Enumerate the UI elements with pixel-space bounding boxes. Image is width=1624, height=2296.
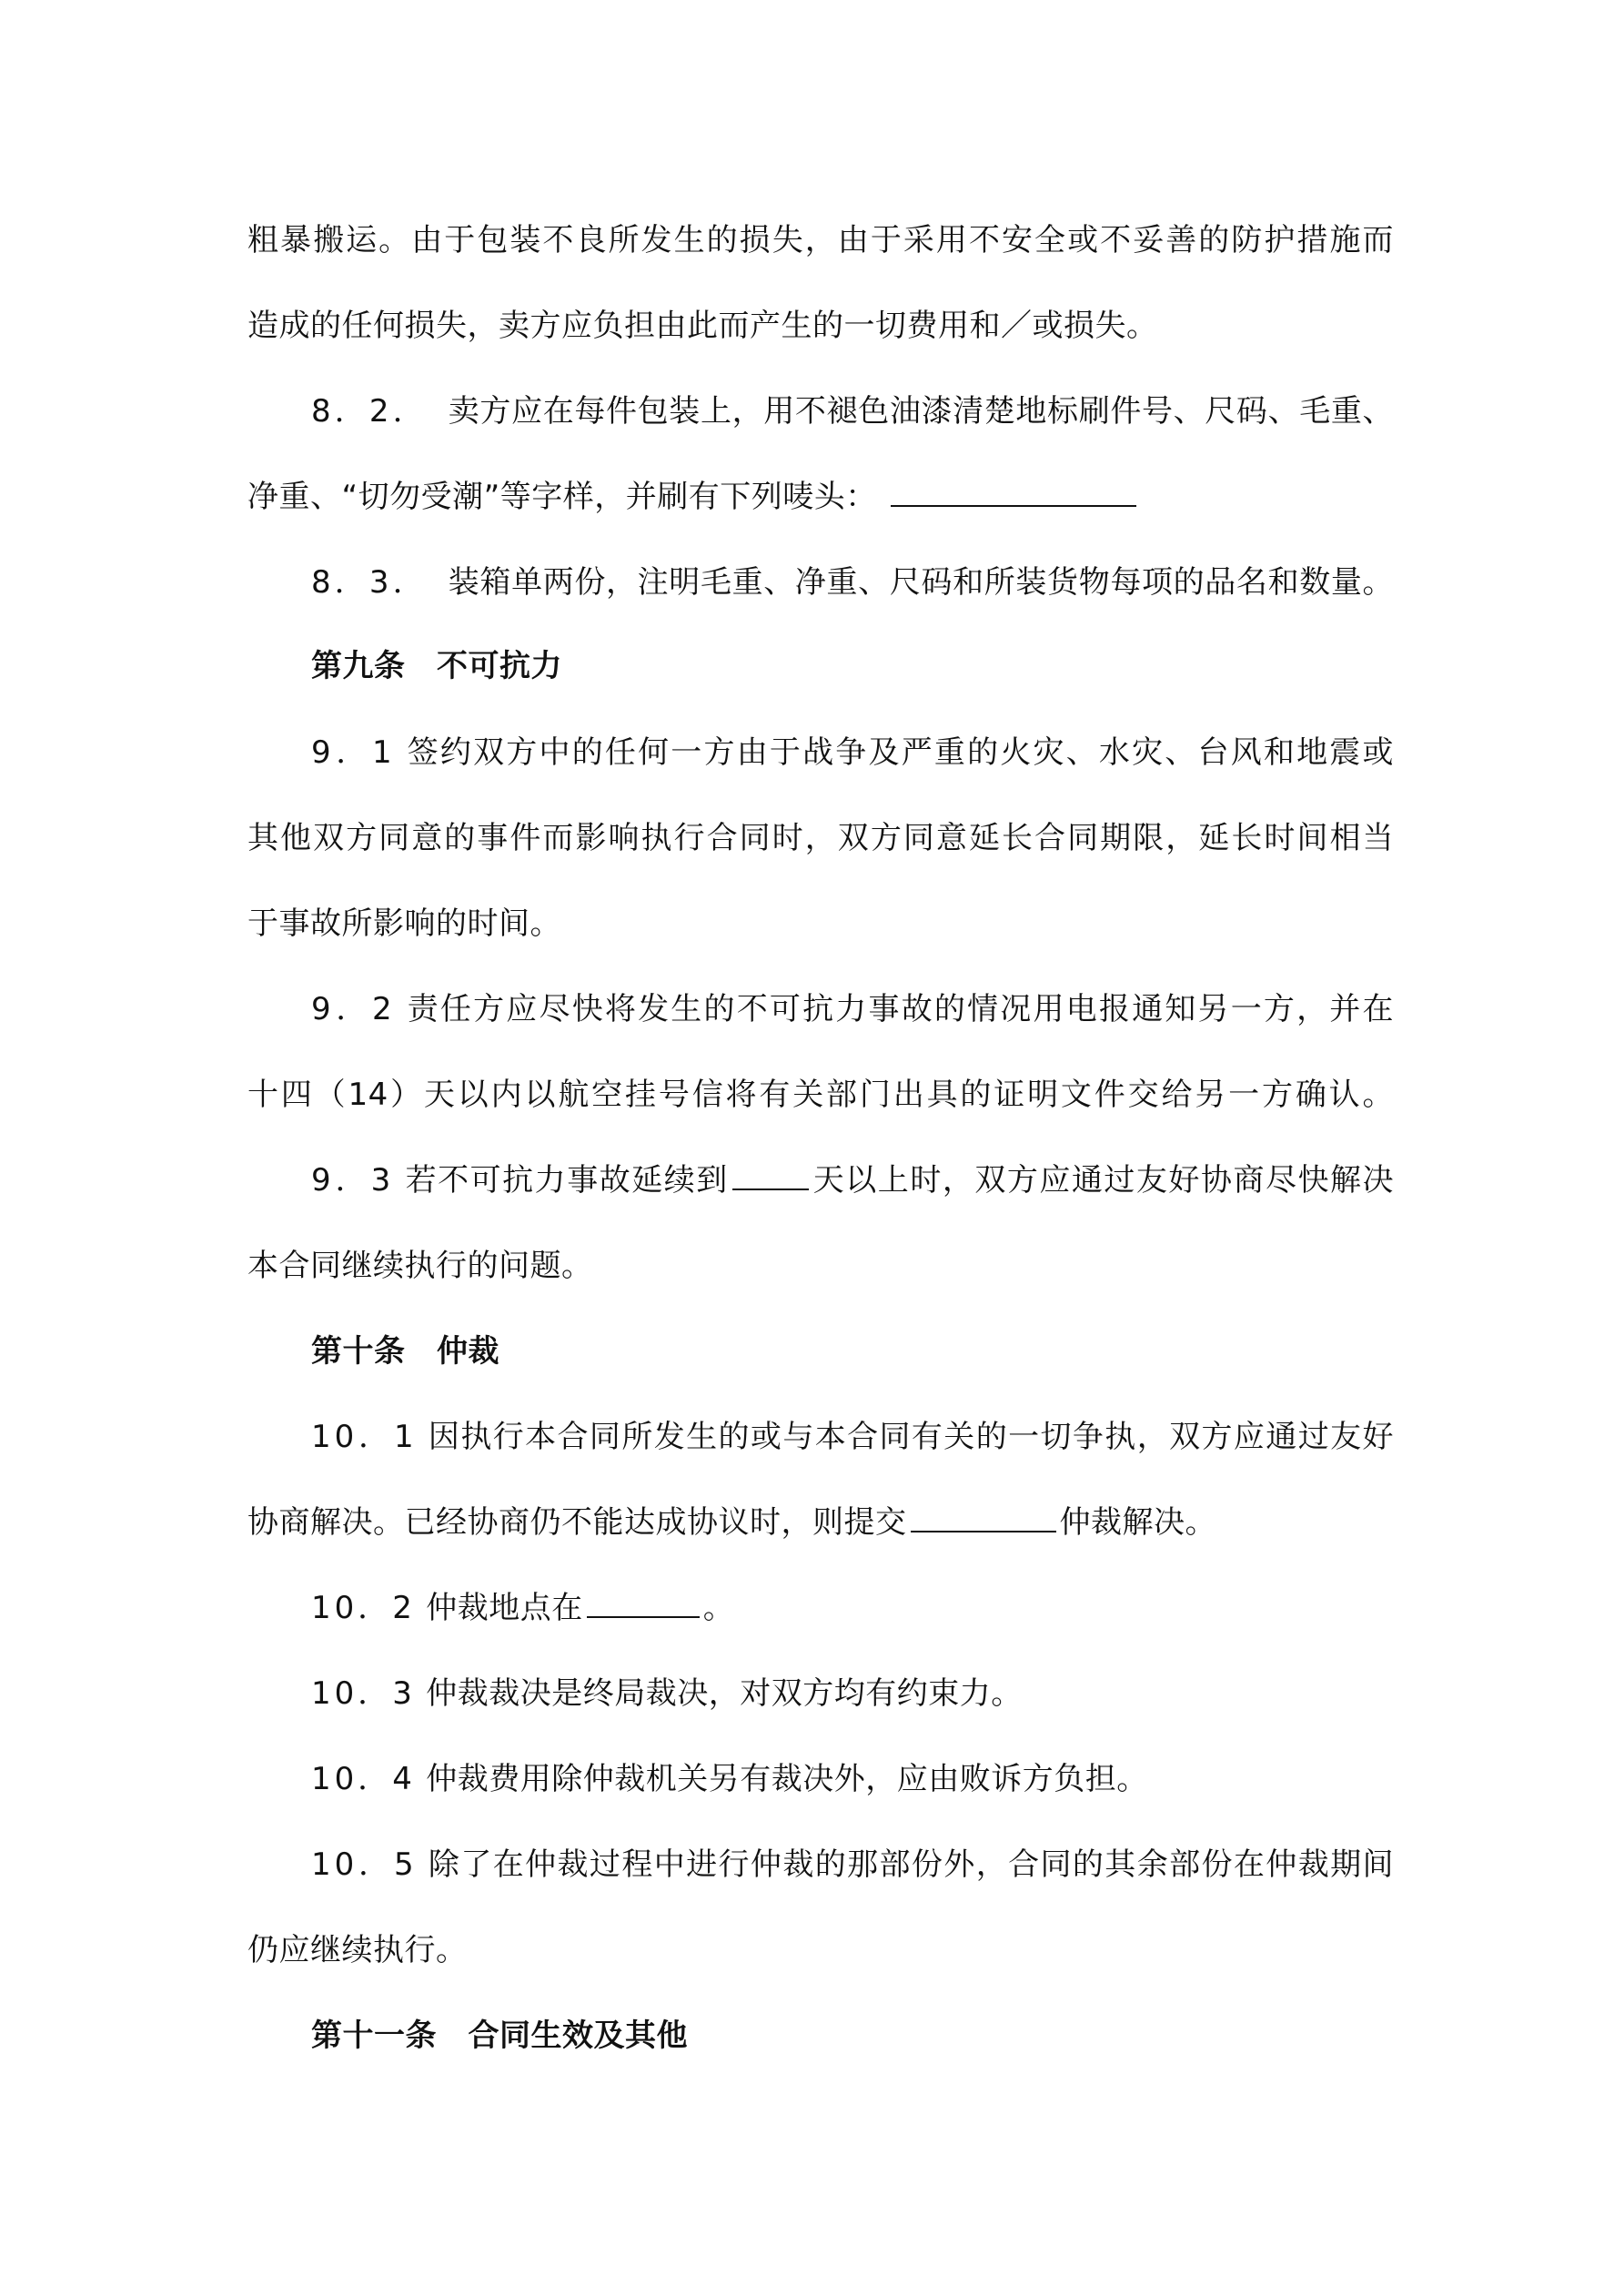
clause-number: 10．2: [311, 1590, 416, 1626]
heading-text: 第九条 不可抗力: [311, 648, 562, 684]
clause-9-3: [311, 1158, 1394, 1202]
text: 仲裁费用除仲裁机关另有裁决外，应由败诉方负担。: [426, 1761, 1148, 1797]
paragraph-line: [247, 1244, 1394, 1288]
clause-number: 8．2．: [311, 393, 428, 430]
clause-10-5: [311, 1843, 1394, 1886]
text: 仍应继续执行。: [247, 1932, 468, 1968]
text: 签约双方中的任何一方由于战争及严重的火灾、水灾、台风和地震或: [407, 734, 1395, 771]
shipping-mark-blank: [891, 478, 1136, 507]
text: 责任方应尽快将发生的不可抗力事故的情况用电报通知另一方，并在: [407, 991, 1395, 1027]
heading-text: 第十条 仲裁: [311, 1333, 499, 1370]
text: 若不可抗力事故延续到: [405, 1162, 729, 1199]
text: 仲裁解决。: [1059, 1504, 1216, 1541]
clause-10-4: [311, 1757, 1394, 1801]
text: 净重、“切勿受潮”等字样，并刷有下列唛头：: [247, 479, 877, 515]
clause-8-2: [311, 389, 1394, 433]
article-11-heading: [311, 2014, 1394, 2058]
text: 本合同继续执行的问题。: [247, 1248, 593, 1284]
text: 因执行本合同所发生的或与本合同有关的一切争执，双方应通过友好: [428, 1419, 1395, 1455]
text: 造成的任何损失，卖方应负担由此而产生的一切费用和／或损失。: [247, 308, 1158, 344]
text: 。: [702, 1590, 735, 1626]
clause-number: 9．2: [311, 991, 396, 1027]
text: 除了在仲裁过程中进行仲裁的那部份外，合同的其余部份在仲裁期间: [428, 1846, 1395, 1883]
text: 协商解决。已经协商仍不能达成协议时，则提交: [247, 1504, 907, 1541]
text: 仲裁裁决是终局裁决，对双方均有约束力。: [426, 1675, 1023, 1712]
days-blank: [732, 1161, 809, 1190]
clause-10-2: [311, 1586, 1394, 1630]
clause-9-1: [311, 731, 1394, 774]
clause-number: 10．1: [311, 1419, 418, 1455]
clause-10-1: [311, 1415, 1394, 1459]
paragraph-line: [247, 1928, 1394, 1972]
article-9-heading: [311, 644, 1394, 688]
heading-text: 第十一条 合同生效及其他: [311, 2018, 688, 2054]
text: 仲裁地点在: [426, 1590, 583, 1626]
paragraph-line: [247, 1073, 1394, 1117]
text: 装箱单两份，注明毛重、净重、尺码和所装货物每项的品名和数量。: [448, 564, 1395, 601]
paragraph-line: [247, 816, 1394, 860]
clause-number: 10．5: [311, 1846, 418, 1883]
paragraph-line: [247, 1501, 1394, 1544]
clause-9-2: [311, 987, 1394, 1031]
text: 卖方应在每件包装上，用不褪色油漆清楚地标刷件号、尺码、毛重、: [448, 393, 1395, 430]
clause-number: 8．3．: [311, 564, 428, 601]
clause-number: 10．3: [311, 1675, 416, 1712]
clause-number: 10．4: [311, 1761, 416, 1797]
paragraph-line: [247, 902, 1394, 946]
paragraph-line: [247, 304, 1394, 348]
paragraph-line: [247, 475, 1394, 519]
clause-number: 9．3: [311, 1162, 395, 1199]
text: 十四（14）天以内以航空挂号信将有关部门出具的证明文件交给另一方确认。: [247, 1077, 1394, 1113]
arbitration-body-blank: [911, 1503, 1056, 1532]
text: 其他双方同意的事件而影响执行合同时，双方同意延长合同期限，延长时间相当: [247, 820, 1394, 856]
clause-8-3: [311, 561, 1394, 604]
article-10-heading: [311, 1330, 1394, 1373]
paragraph-line: [247, 218, 1394, 262]
arbitration-place-blank: [587, 1589, 700, 1618]
clause-number: 9．1: [311, 734, 396, 771]
text: 粗暴搬运。由于包装不良所发生的损失，由于采用不安全或不妥善的防护措施而: [247, 222, 1394, 258]
text: 于事故所影响的时间。: [247, 905, 561, 942]
clause-10-3: [311, 1672, 1394, 1715]
text: 天以上时，双方应通过友好协商尽快解决: [812, 1162, 1395, 1199]
